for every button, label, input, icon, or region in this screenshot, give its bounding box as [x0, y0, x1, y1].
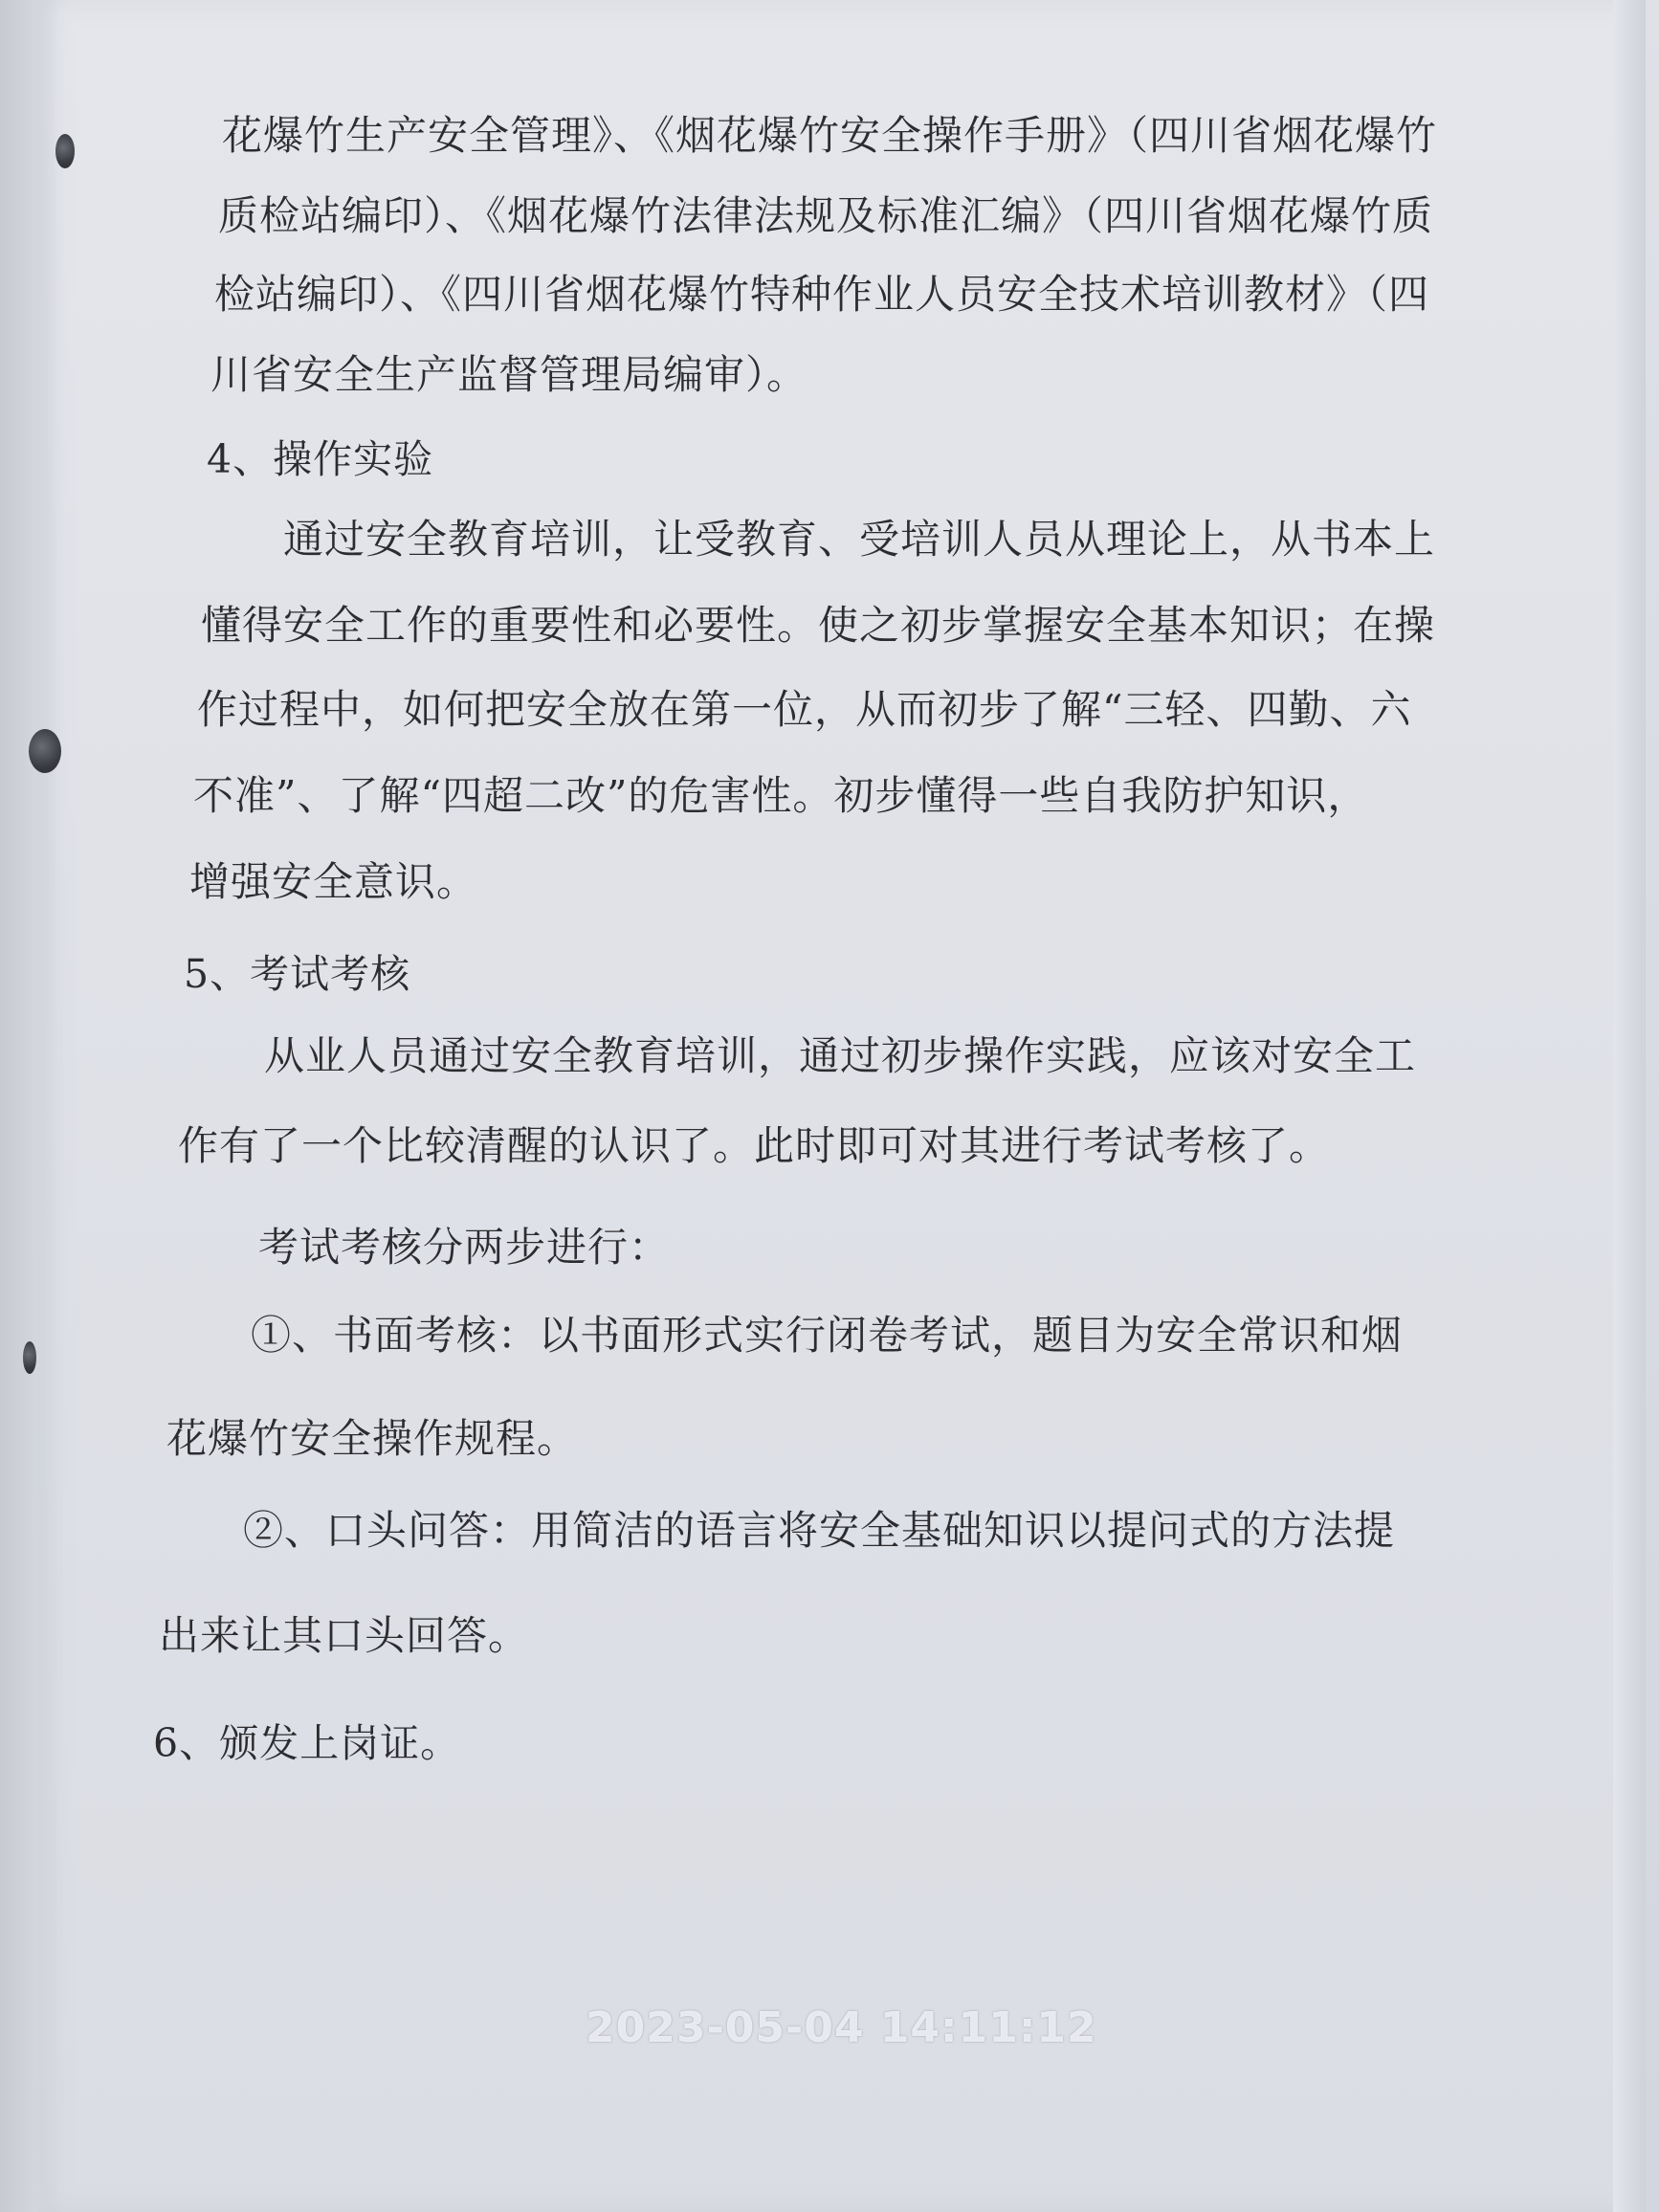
text-line: 通过安全教育培训，让受教育、受培训人员从理论上，从书本上: [283, 516, 1436, 563]
text-line: 出来让其口头回答。: [159, 1612, 530, 1659]
text-line: ①、书面考核：以书面形式实行闭卷考试，题目为安全常识和烟: [251, 1312, 1404, 1359]
text-line: ②、口头问答：用简洁的语言将安全基础知识以提问式的方法提: [243, 1507, 1396, 1554]
text-line: 不准”、了解“四超二改”的危害性。初步懂得一些自我防护知识，: [193, 772, 1369, 819]
section-heading: 5、考试考核: [184, 951, 411, 997]
text-line: 考试考核分两步进行：: [258, 1224, 671, 1271]
timestamp-watermark: 2023-05-04 14:11:12: [586, 2003, 1097, 2052]
text-line: 花爆竹安全操作规程。: [166, 1415, 579, 1462]
text-line: 作过程中，如何把安全放在第一位，从而初步了解“三轻、四勤、六: [197, 686, 1412, 733]
text-line: 从业人员通过安全教育培训，通过初步操作实践，应该对安全工: [264, 1032, 1417, 1079]
text-line: 检站编印）、《四川省烟花爆竹特种作业人员安全技术培训教材》（四: [214, 271, 1430, 318]
text-line: 质检站编印）、《烟花爆竹法律法规及标准汇编》（四川省烟花爆竹质: [218, 192, 1434, 239]
section-heading: 4、操作实验: [207, 436, 434, 482]
text-line: 花爆竹生产安全管理》、《烟花爆竹安全操作手册》（四川省烟花爆竹: [222, 112, 1438, 159]
text-line: 作有了一个比较清醒的认识了。此时即可对其进行考试考核了。: [178, 1122, 1331, 1169]
text-line: 川省安全生产监督管理局编审）。: [210, 351, 808, 398]
section-heading: 6、颁发上岗证。: [153, 1720, 461, 1766]
text-line: 懂得安全工作的重要性和必要性。使之初步掌握安全基本知识；在操: [201, 602, 1436, 649]
text-line: 增强安全意识。: [189, 858, 478, 905]
